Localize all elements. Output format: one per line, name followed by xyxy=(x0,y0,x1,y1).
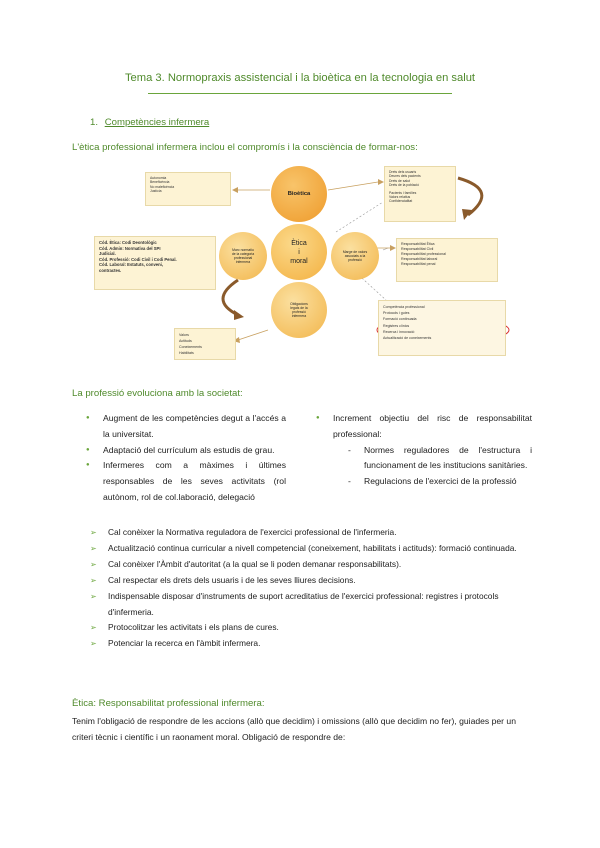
box-right-line: Responsabilitat Civil xyxy=(401,247,434,251)
box-tr-line: Drets de la població xyxy=(389,183,419,188)
intro-text: L'ètica professional infermera inclou el compromís i la consciència de formar-nos: xyxy=(72,142,418,153)
list-item: ➢ Cal conèixer la Normativa reguladora de l'exercici professional de l'infermeria. xyxy=(90,525,530,541)
box-responsibilities xyxy=(396,238,498,282)
list-item: ➢ Indispensable disposar d'instruments de suport acreditatius de l'exercici professional: registres i protocols d'infermeria. xyxy=(90,589,530,621)
circle-normative xyxy=(219,232,267,280)
box-right-line: Responsabilitat Ètica xyxy=(401,242,435,246)
box-rights xyxy=(384,166,456,222)
box-tr-line: Confidencialitat xyxy=(389,199,413,204)
box-left-line: contractes. xyxy=(99,267,122,273)
arrow-list xyxy=(90,525,530,652)
right-label-2: associats a la xyxy=(344,253,366,258)
center-label-1: Ètica xyxy=(291,239,307,247)
circle-bioethics xyxy=(271,166,327,222)
list-item: ● Adaptació del currículum als estudis de grau. xyxy=(86,443,286,459)
center-label-2: i xyxy=(298,248,300,256)
box-competence xyxy=(378,300,506,356)
right-label-3: professió xyxy=(348,258,362,263)
box-tr-line: Valors relatius xyxy=(389,195,411,200)
box-bl-line: Actituds xyxy=(179,339,192,343)
list-item: ➢ Cal conèixer l'Àmbit d'autoritat (a la qual se li poden demanar responsabilitats). xyxy=(90,557,530,573)
box-br-line: Formació continuada xyxy=(383,317,417,322)
box-legal-codes xyxy=(94,236,216,290)
competence-diagram xyxy=(88,160,518,380)
list-item: ● Augment de les competències degut a l'accés a la universitat. xyxy=(86,411,286,443)
circle-obligations xyxy=(271,282,327,338)
box-br-line: Competència professional xyxy=(383,305,425,309)
evolution-heading: La professió evoluciona amb la societat: xyxy=(72,388,243,399)
circle-bioethics-label: Bioètica xyxy=(287,191,311,197)
bottom-label-2: legals de la xyxy=(290,305,308,310)
list-item: ● Infermeres com a màximes i últimes responsables de les seves activitats (rol autònom, rol de col.laboració, delegació xyxy=(86,458,286,505)
box-left-line: Cód. Laboral: Estatuts, conveni, xyxy=(99,262,163,268)
left-label-2: de la categoria xyxy=(231,251,255,256)
box-tl-line: Beneficència xyxy=(150,180,170,185)
sub-list-item: - Normes reguladores de l'estructura i funcionament de les institucions sanitàries. xyxy=(344,443,532,475)
circle-ethics-moral xyxy=(271,224,327,280)
box-bl-line: Habilitats xyxy=(179,351,194,355)
circle-values xyxy=(331,232,379,280)
list-item: ➢ Actualització continua curricular a nivell competencial (coneixement, habilitats i actituds): formació continuada. xyxy=(90,541,530,557)
box-left-line: Cód. Admin: Normativa del SPI xyxy=(99,245,161,251)
left-bullet-list xyxy=(86,411,286,506)
right-bullet-list xyxy=(316,411,532,490)
bottom-label-1: Obligacions xyxy=(290,301,308,306)
bottom-label-4: infermera xyxy=(291,314,307,319)
right-label-1: Marge de valors xyxy=(342,249,368,254)
box-tl-line: Autonomia xyxy=(150,176,167,180)
ethics-heading: Ètica: Responsabilitat professional infermera: xyxy=(72,698,265,709)
box-left-line: Judicial. xyxy=(99,251,116,257)
box-principles xyxy=(145,172,231,206)
left-label-1: Marc normatiu xyxy=(232,247,254,252)
box-tr-line: Deures dels pacients xyxy=(389,174,421,179)
title-underline xyxy=(148,93,452,94)
box-left-line: Cód. Ètica: Codi Deontològic xyxy=(99,240,157,245)
box-br-line: Registres clínics xyxy=(383,323,410,328)
box-tr-line: Pacients i famílies xyxy=(389,190,417,195)
box-br-line: Recerca i innovació xyxy=(383,329,415,334)
section-heading xyxy=(90,117,209,128)
section-label: Competències infermera xyxy=(104,117,210,128)
sub-list-item: - Regulacions de l'exercici de la professió xyxy=(344,474,532,490)
box-br-line: Actualització de coneixements xyxy=(383,336,432,341)
box-tl-line: No maleficència xyxy=(150,184,175,189)
center-label-3: moral xyxy=(290,257,308,265)
list-item: ● Increment objectiu del risc de responsabilitat professional: xyxy=(316,411,532,443)
bottom-label-3: professió xyxy=(292,310,306,314)
box-br-line: Protocols i guies xyxy=(383,311,410,316)
box-right-line: Responsabilitat laboral xyxy=(401,257,438,261)
box-right-line: Responsabilitat penal xyxy=(401,262,436,266)
list-item: ➢ Protocolitzar les activitats i els plans de cures. xyxy=(90,620,530,636)
page-title: Tema 3. Normopraxis assistencial i la bioètica en la tecnologia en salut xyxy=(124,72,476,84)
box-left-line: Cód. Professió: Codi Civil i Codi Penal. xyxy=(99,256,177,262)
list-item: ➢ Cal respectar els drets dels usuaris i de les seves lliures decisions. xyxy=(90,573,530,589)
section-number: 1. xyxy=(90,117,99,128)
box-bl-line: Valors xyxy=(179,333,189,337)
list-item: ➢ Potenciar la recerca en l'àmbit infermera. xyxy=(90,636,530,652)
box-tr-line: Drets de salut xyxy=(389,178,410,183)
left-label-4: infermera xyxy=(235,260,251,265)
left-label-3: professional xyxy=(233,256,253,260)
ethics-paragraph: Tenim l'obligació de respondre de les accions (allò que decidim) i omissions (allò que decidim no fer), guiades per un criteri tècnic i científic i un raonament moral. Obligació de respondre de: xyxy=(72,716,516,742)
box-tr-line: Drets dels usuaris xyxy=(389,170,417,174)
box-tl-line: Justícia xyxy=(150,189,162,194)
box-right-line: Responsabilitat professional xyxy=(401,252,446,256)
box-attitudes xyxy=(174,328,236,360)
box-bl-line: Coneixements xyxy=(179,345,202,349)
